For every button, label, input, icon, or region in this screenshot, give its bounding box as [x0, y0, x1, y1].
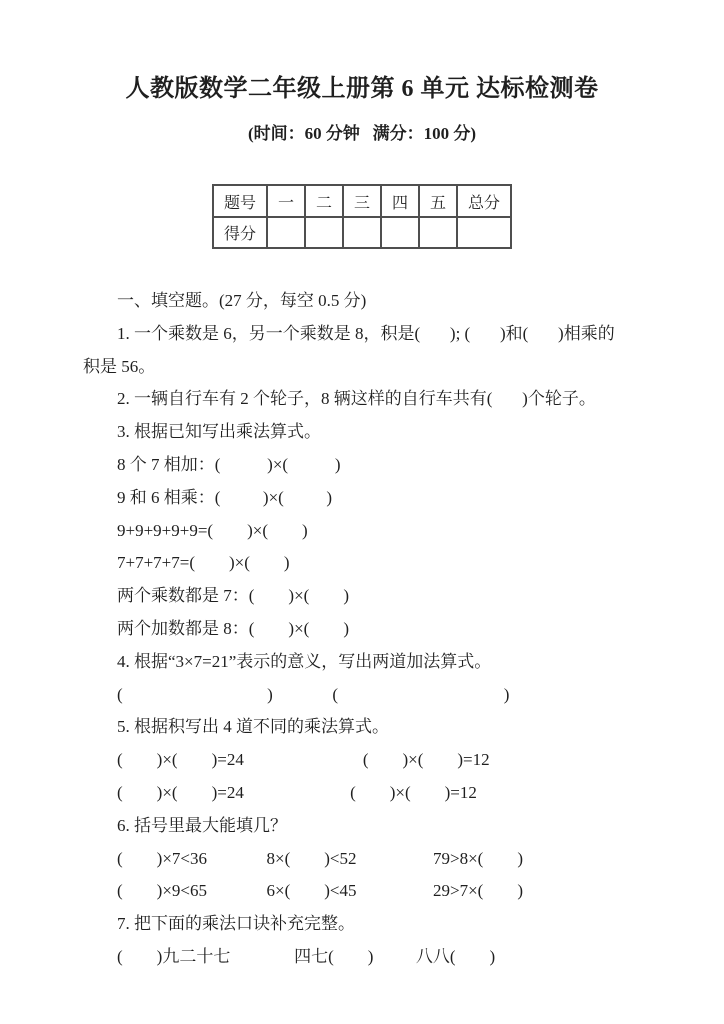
score-table-score-cell: [343, 217, 381, 248]
score-table-section-4-header: 四: [381, 185, 419, 217]
score-table-section-1-header: 一: [267, 185, 305, 217]
question-4-heading: 4. 根据“3×7=21”表示的意义，写出两道加法算式。: [117, 651, 492, 671]
q5-expressions-row-1: ( )×( )=24 ( )×( )=12: [117, 750, 490, 770]
score-table-question-number-label: 题号: [213, 185, 267, 217]
questions-section: [0, 285, 724, 974]
score-table-score-cell: [457, 217, 511, 248]
question-6-heading: 6. 括号里最大能填几？: [117, 815, 287, 835]
section-1-heading: 一、填空题。(27 分，每空 0.5 分): [117, 291, 367, 310]
question-5-heading: 5. 根据积写出 4 道不同的乘法算式。: [117, 717, 389, 737]
score-table-section-2-header: 二: [305, 185, 343, 217]
q4-answer-blanks: ( ) ( ): [117, 684, 510, 704]
q6-inequalities-row-1: ( )×7<36 8×( )<52 79>8×( ): [117, 848, 523, 868]
question-1-line-1: 1. 一个乘数是 6，另一个乘数是 8，积是( ); ( )和( )相乘的: [117, 323, 615, 343]
question-1-line-2: 积是 56。: [83, 356, 156, 376]
q5-expressions-row-2: ( )×( )=24 ( )×( )=12: [117, 782, 477, 802]
score-table: [212, 184, 512, 249]
q3-expression-4: 7+7+7+7=( )×( ): [117, 553, 290, 573]
question-2: 2. 一辆自行车有 2 个轮子，8 辆这样的自行车共有( )个轮子。: [117, 389, 596, 409]
q3-expression-2: 9 和 6 相乘：( )×( ): [117, 487, 332, 507]
score-table-score-label: 得分: [213, 217, 267, 248]
score-table-section-3-header: 三: [343, 185, 381, 217]
score-table-score-row: [213, 217, 511, 248]
time-and-score-info: (时间：60 分钟 满分：100 分): [247, 124, 477, 143]
q6-inequalities-row-2: ( )×9<65 6×( )<45 29>7×( ): [117, 881, 523, 901]
page-title: 人教版数学二年级上册第 6 单元 达标检测卷: [125, 76, 599, 102]
q7-multiplication-rhymes: ( )九二十七 四七( ) 八八( ): [117, 946, 496, 966]
q3-expression-3: 9+9+9+9+9=( )×( ): [117, 520, 308, 540]
score-table-score-cell: [419, 217, 457, 248]
score-table-total-header: 总分: [457, 185, 511, 217]
q3-expression-1: 8 个 7 相加：( )×( ): [117, 454, 341, 474]
score-table-header-row: [213, 185, 511, 217]
score-table-score-cell: [305, 217, 343, 248]
score-table-score-cell: [381, 217, 419, 248]
question-7-heading: 7. 把下面的乘法口诀补充完整。: [117, 914, 355, 934]
q3-expression-5: 两个乘数都是 7：( )×( ): [117, 586, 349, 606]
q3-expression-6: 两个加数都是 8：( )×( ): [117, 618, 349, 638]
score-table-section-5-header: 五: [419, 185, 457, 217]
score-table-score-cell: [267, 217, 305, 248]
question-3-heading: 3. 根据已知写出乘法算式。: [117, 422, 321, 442]
